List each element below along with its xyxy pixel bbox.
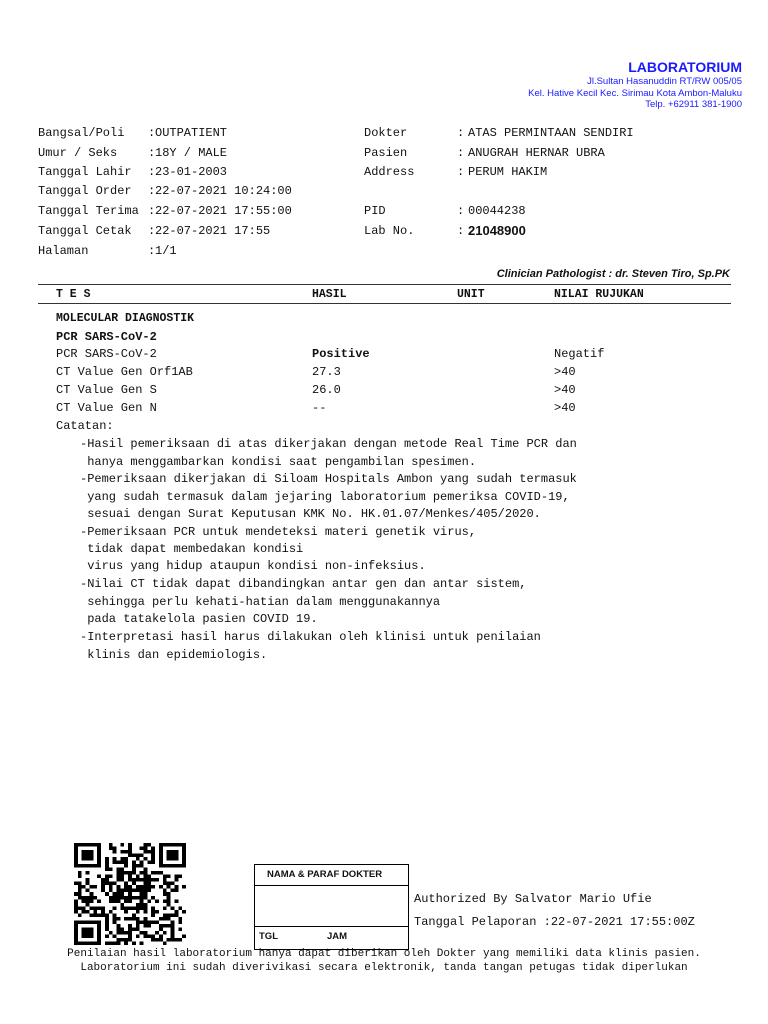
colon: : bbox=[148, 184, 156, 198]
tgl-terima-value: 22-07-2021 17:55:00 bbox=[155, 204, 292, 218]
note-line: -Interpretasi hasil harus dilakukan oleh klinisi untuk penilaian bbox=[80, 630, 541, 644]
dokter-value: ATAS PERMINTAAN SENDIRI bbox=[468, 126, 634, 140]
colon: : bbox=[457, 126, 465, 140]
subsection-title: PCR SARS-CoV-2 bbox=[56, 330, 157, 344]
note-line: virus yang hidup ataupun kondisi non-infeksius. bbox=[80, 559, 426, 573]
signature-box-header: NAMA & PARAF DOKTER bbox=[255, 865, 408, 886]
signature-box-footer bbox=[255, 926, 408, 949]
note-line: tidak dapat membedakan kondisi bbox=[80, 542, 304, 556]
table-header-rule bbox=[38, 303, 731, 304]
umur-value: 18Y / MALE bbox=[155, 146, 228, 160]
test-reference: Negatif bbox=[554, 347, 605, 361]
colon: : bbox=[148, 244, 156, 258]
dokter-label: Dokter bbox=[364, 126, 408, 140]
col-header-test: T E S bbox=[56, 288, 91, 301]
halaman-value: 1/1 bbox=[155, 244, 177, 258]
colon: : bbox=[457, 224, 465, 238]
halaman-label: Halaman bbox=[38, 244, 89, 258]
col-header-unit: UNIT bbox=[457, 288, 485, 301]
colon: : bbox=[457, 165, 465, 179]
address-label: Address bbox=[364, 165, 415, 179]
note-line: hanya menggambarkan kondisi saat pengambilan spesimen. bbox=[80, 455, 477, 469]
test-name: CT Value Gen N bbox=[56, 401, 157, 415]
address-value: PERUM HAKIM bbox=[468, 165, 548, 179]
lab-title: LABORATORIUM bbox=[628, 59, 742, 75]
table-top-rule bbox=[38, 284, 731, 285]
test-result: -- bbox=[312, 401, 327, 415]
colon: : bbox=[148, 126, 156, 140]
footer-line-1: Penilaian hasil laboratorium hanya dapat diberikan oleh Dokter yang memiliki data klinis pasien. bbox=[67, 948, 701, 960]
footer-line-2: Laboratorium ini sudah diverivikasi secara elektronik, tanda tangan petugas tidak diperlukan bbox=[80, 962, 688, 974]
pasien-label: Pasien bbox=[364, 146, 408, 160]
pasien-value: ANUGRAH HERNAR UBRA bbox=[468, 146, 605, 160]
colon: : bbox=[148, 146, 156, 160]
jam-label: JAM bbox=[327, 931, 348, 942]
qr-code-icon bbox=[74, 843, 186, 945]
tgl-cetak-value: 22-07-2021 17:55 bbox=[155, 224, 271, 238]
test-name: CT Value Gen S bbox=[56, 383, 157, 397]
tgl-terima-label: Tanggal Terima bbox=[38, 204, 139, 218]
test-result: Positive bbox=[312, 347, 370, 361]
note-line: sesuai dengan Surat Keputusan KMK No. HK.01.07/Menkes/405/2020. bbox=[80, 507, 541, 521]
pid-label: PID bbox=[364, 204, 386, 218]
lab-phone: Telp. +62911 381-1900 bbox=[645, 99, 742, 110]
note-line: yang sudah termasuk dalam jejaring laboratorium pemeriksa COVID-19, bbox=[80, 490, 570, 504]
col-header-result: HASIL bbox=[312, 288, 347, 301]
test-reference: >40 bbox=[554, 401, 576, 415]
note-line: -Pemeriksaan dikerjakan di Siloam Hospitals Ambon yang sudah termasuk bbox=[80, 472, 577, 486]
note-line: sehingga perlu kehati-hatian dalam menggunakannya bbox=[80, 595, 441, 609]
note-line: klinis dan epidemiologis. bbox=[80, 648, 268, 662]
test-name: CT Value Gen Orf1AB bbox=[56, 365, 193, 379]
test-name: PCR SARS-CoV-2 bbox=[56, 347, 157, 361]
tgl-order-label: Tanggal Order bbox=[38, 184, 132, 198]
signature-box bbox=[254, 864, 409, 950]
lab-no-label: Lab No. bbox=[364, 224, 415, 238]
bangsal-value: OUTPATIENT bbox=[155, 126, 228, 140]
tgl-label: TGL bbox=[259, 931, 278, 942]
clinician-pathologist: Clinician Pathologist : dr. Steven Tiro, Sp.PK bbox=[496, 268, 730, 280]
test-result: 27.3 bbox=[312, 365, 341, 379]
colon: : bbox=[148, 165, 156, 179]
lab-address-2: Kel. Hative Kecil Kec. Sirimau Kota Ambon-Maluku bbox=[528, 87, 742, 99]
report-date: Tanggal Pelaporan :22-07-2021 17:55:00Z bbox=[414, 915, 695, 929]
col-header-reference: NILAI RUJUKAN bbox=[554, 288, 644, 301]
note-line: -Nilai CT tidak dapat dibandingkan antar gen dan antar sistem, bbox=[80, 577, 527, 591]
colon: : bbox=[148, 204, 156, 218]
tgl-order-value: 22-07-2021 10:24:00 bbox=[155, 184, 292, 198]
bangsal-label: Bangsal/Poli bbox=[38, 126, 125, 140]
test-result: 26.0 bbox=[312, 383, 341, 397]
note-line: -Hasil pemeriksaan di atas dikerjakan dengan metode Real Time PCR dan bbox=[80, 437, 577, 451]
lab-no-value: 21048900 bbox=[468, 223, 526, 238]
colon: : bbox=[457, 146, 465, 160]
tgl-lahir-value: 23-01-2003 bbox=[155, 165, 228, 179]
notes-title: Catatan: bbox=[56, 419, 114, 433]
authorized-by: Authorized By Salvator Mario Ufie bbox=[414, 892, 652, 906]
pid-value: 00044238 bbox=[468, 204, 526, 218]
umur-label: Umur / Seks bbox=[38, 146, 118, 160]
colon: : bbox=[148, 224, 156, 238]
colon: : bbox=[457, 204, 465, 218]
test-reference: >40 bbox=[554, 383, 576, 397]
tgl-cetak-label: Tanggal Cetak bbox=[38, 224, 132, 238]
tgl-lahir-label: Tanggal Lahir bbox=[38, 165, 132, 179]
lab-address-1: Jl.Sultan Hasanuddin RT/RW 005/05 bbox=[587, 76, 742, 87]
section-title: MOLECULAR DIAGNOSTIK bbox=[56, 312, 195, 325]
test-reference: >40 bbox=[554, 365, 576, 379]
note-line: pada tatakelola pasien COVID 19. bbox=[80, 612, 318, 626]
lab-header bbox=[528, 58, 742, 111]
note-line: -Pemeriksaan PCR untuk mendeteksi materi genetik virus, bbox=[80, 525, 477, 539]
